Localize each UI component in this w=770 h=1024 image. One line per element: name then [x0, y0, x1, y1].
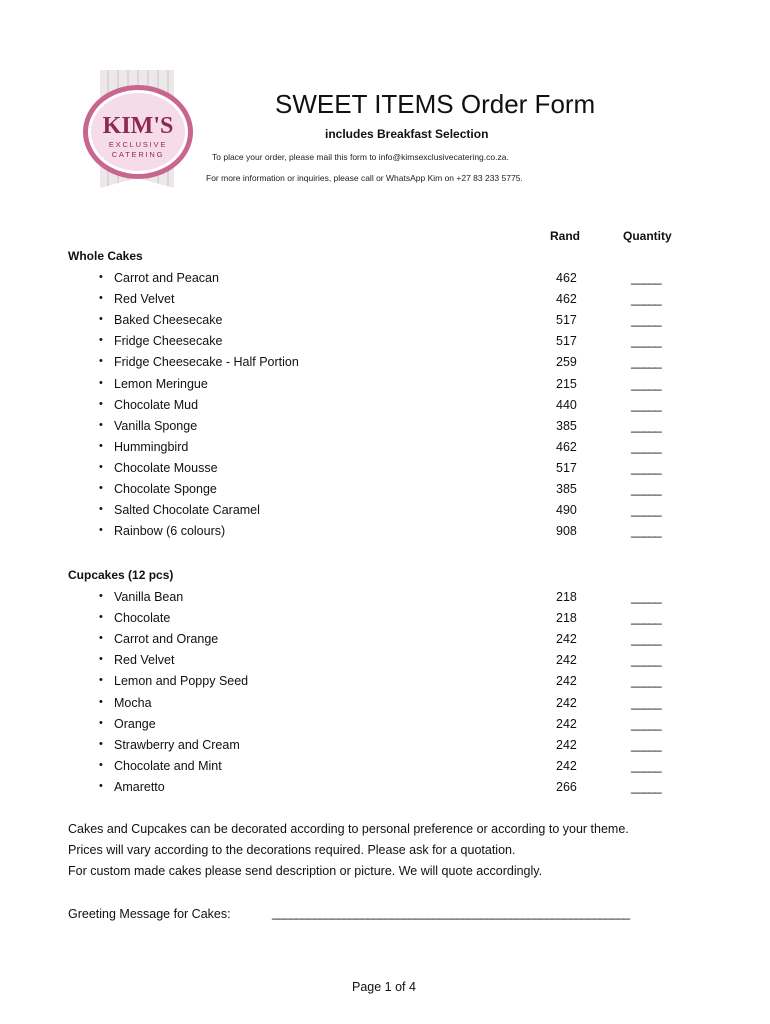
contact-info: For more information or inquiries, please call or WhatsApp Kim on +27 83 233 5775. — [206, 173, 523, 183]
kims-catering-logo — [78, 66, 202, 196]
decoration-note: Cakes and Cupcakes can be decorated according to personal preference or according to your theme. — [68, 822, 629, 836]
quantity-field[interactable]: _____ — [631, 355, 661, 370]
bullet-icon: • — [99, 695, 103, 708]
list-item — [0, 313, 770, 333]
list-item — [0, 461, 770, 481]
item-price: 218 — [556, 611, 577, 626]
item-price: 517 — [556, 334, 577, 349]
list-item — [0, 271, 770, 291]
page-number: Page 1 of 4 — [352, 980, 416, 994]
item-price: 462 — [556, 292, 577, 307]
section-title: Whole Cakes — [68, 249, 143, 263]
list-item — [0, 611, 770, 631]
item-name: Lemon and Poppy Seed — [114, 674, 249, 689]
list-item — [0, 524, 770, 544]
item-name: Orange — [114, 716, 156, 731]
list-item — [0, 398, 770, 418]
item-price: 242 — [556, 716, 577, 731]
bullet-icon: • — [99, 292, 103, 305]
bullet-icon: • — [99, 611, 103, 624]
item-name: Strawberry and Cream — [114, 737, 240, 752]
item-name: Chocolate — [114, 611, 171, 626]
item-name: Rainbow (6 colours) — [114, 524, 226, 539]
list-item — [0, 653, 770, 673]
item-price: 242 — [556, 674, 577, 689]
item-name: Carrot and Orange — [114, 632, 219, 647]
item-name: Hummingbird — [114, 439, 189, 454]
item-name: Chocolate Sponge — [114, 482, 217, 496]
item-price: 385 — [556, 418, 577, 433]
quantity-field[interactable]: _____ — [631, 334, 661, 349]
bullet-icon: • — [99, 737, 103, 750]
item-name: Baked Cheesecake — [114, 313, 223, 328]
quantity-field[interactable]: _____ — [631, 397, 661, 412]
item-price: 242 — [556, 653, 577, 668]
quantity-field[interactable]: _____ — [631, 503, 661, 518]
list-item — [0, 717, 770, 737]
item-price: 266 — [556, 779, 577, 794]
quantity-field[interactable]: _____ — [631, 482, 661, 496]
page-title: SWEET ITEMS Order Form — [275, 89, 596, 119]
greeting-message-label: Greeting Message for Cakes: — [68, 907, 231, 921]
item-name: Amaretto — [114, 779, 165, 794]
bullet-icon: • — [99, 779, 103, 792]
item-price: 385 — [556, 482, 577, 496]
pricing-note: Prices will vary according to the decorations required. Please ask for a quotation. — [68, 843, 516, 857]
list-item — [0, 590, 770, 610]
list-item — [0, 419, 770, 439]
list-item — [0, 377, 770, 397]
quantity-field[interactable]: _____ — [631, 674, 661, 689]
item-name: Vanilla Sponge — [114, 418, 198, 433]
item-name: Red Velvet — [114, 653, 175, 668]
custom-cake-note: For custom made cakes please send description or picture. We will quote accordingly. — [68, 864, 543, 878]
bullet-icon: • — [99, 482, 103, 494]
quantity-field[interactable]: _____ — [631, 737, 661, 752]
item-name: Chocolate and Mint — [114, 758, 222, 773]
bullet-icon: • — [99, 716, 103, 729]
quantity-column-header: Quantity — [623, 229, 672, 243]
list-item — [0, 355, 770, 375]
quantity-field[interactable]: _____ — [631, 271, 661, 285]
item-price: 440 — [556, 397, 577, 412]
item-price: 259 — [556, 355, 577, 370]
list-item — [0, 482, 770, 502]
page-subtitle: includes Breakfast Selection — [325, 127, 489, 141]
item-price: 908 — [556, 524, 577, 539]
bullet-icon: • — [99, 418, 103, 431]
bullet-icon: • — [99, 460, 103, 473]
quantity-field[interactable]: _____ — [631, 376, 661, 391]
bullet-icon: • — [99, 313, 103, 326]
bullet-icon: • — [99, 758, 103, 771]
list-item — [0, 674, 770, 694]
quantity-field[interactable]: _____ — [631, 653, 661, 668]
quantity-field[interactable]: _____ — [631, 313, 661, 328]
item-price: 242 — [556, 737, 577, 752]
bullet-icon: • — [99, 632, 103, 645]
list-item — [0, 503, 770, 523]
order-instructions: To place your order, please mail this form to info@kimsexclusivecatering.co.za. — [212, 152, 509, 162]
item-name: Red Velvet — [114, 292, 175, 307]
list-item — [0, 632, 770, 652]
list-item — [0, 292, 770, 312]
quantity-field[interactable]: _____ — [631, 716, 661, 731]
quantity-field[interactable]: _____ — [631, 590, 661, 604]
quantity-field[interactable]: _____ — [631, 695, 661, 710]
item-name: Chocolate Mud — [114, 397, 199, 412]
bullet-icon: • — [99, 439, 103, 452]
quantity-field[interactable]: _____ — [631, 524, 661, 539]
list-item — [0, 334, 770, 354]
item-price: 490 — [556, 503, 577, 518]
quantity-field[interactable]: _____ — [631, 292, 661, 307]
list-item — [0, 780, 770, 800]
bullet-icon: • — [99, 376, 103, 389]
bullet-icon: • — [99, 653, 103, 666]
list-item — [0, 440, 770, 460]
bullet-icon: • — [99, 524, 103, 537]
logo-name: KIM'S — [102, 113, 174, 139]
bullet-icon: • — [99, 355, 103, 368]
item-price: 242 — [556, 758, 577, 773]
quantity-field[interactable]: _____ — [631, 779, 661, 794]
item-price: 242 — [556, 695, 577, 710]
item-name: Vanilla Bean — [114, 590, 184, 604]
list-item — [0, 738, 770, 758]
quantity-field[interactable]: _____ — [631, 758, 661, 773]
item-name: Carrot and Peacan — [114, 271, 219, 285]
bullet-icon: • — [99, 334, 103, 347]
rand-column-header: Rand — [550, 229, 580, 243]
logo-tagline-2: CATERING — [111, 150, 165, 159]
item-name: Fridge Cheesecake - Half Portion — [114, 355, 299, 370]
section-title: Cupcakes (12 pcs) — [68, 568, 174, 582]
item-price: 517 — [556, 460, 577, 475]
item-name: Chocolate Mousse — [114, 460, 218, 475]
quantity-field[interactable]: _____ — [631, 611, 661, 626]
bullet-icon: • — [99, 674, 103, 687]
item-name: Lemon Meringue — [114, 376, 208, 391]
quantity-field[interactable]: _____ — [631, 439, 661, 454]
logo-tagline-1: EXCLUSIVE — [108, 140, 168, 149]
item-price: 215 — [556, 376, 577, 391]
quantity-field[interactable]: _____ — [631, 418, 661, 433]
quantity-field[interactable]: _____ — [631, 460, 661, 475]
item-price: 517 — [556, 313, 577, 328]
bullet-icon: • — [99, 590, 103, 602]
item-price: 242 — [556, 632, 577, 647]
quantity-field[interactable]: _____ — [631, 632, 661, 647]
item-price: 462 — [556, 271, 577, 285]
bullet-icon: • — [99, 271, 103, 283]
list-item — [0, 759, 770, 779]
item-name: Fridge Cheesecake — [114, 334, 223, 349]
item-name: Salted Chocolate Caramel — [114, 503, 260, 518]
bullet-icon: • — [99, 397, 103, 410]
list-item — [0, 696, 770, 716]
item-name: Mocha — [114, 695, 152, 710]
bullet-icon: • — [99, 503, 103, 516]
greeting-message-field[interactable]: ____________________________________________________________ — [272, 906, 630, 920]
item-price: 218 — [556, 590, 577, 604]
item-price: 462 — [556, 439, 577, 454]
